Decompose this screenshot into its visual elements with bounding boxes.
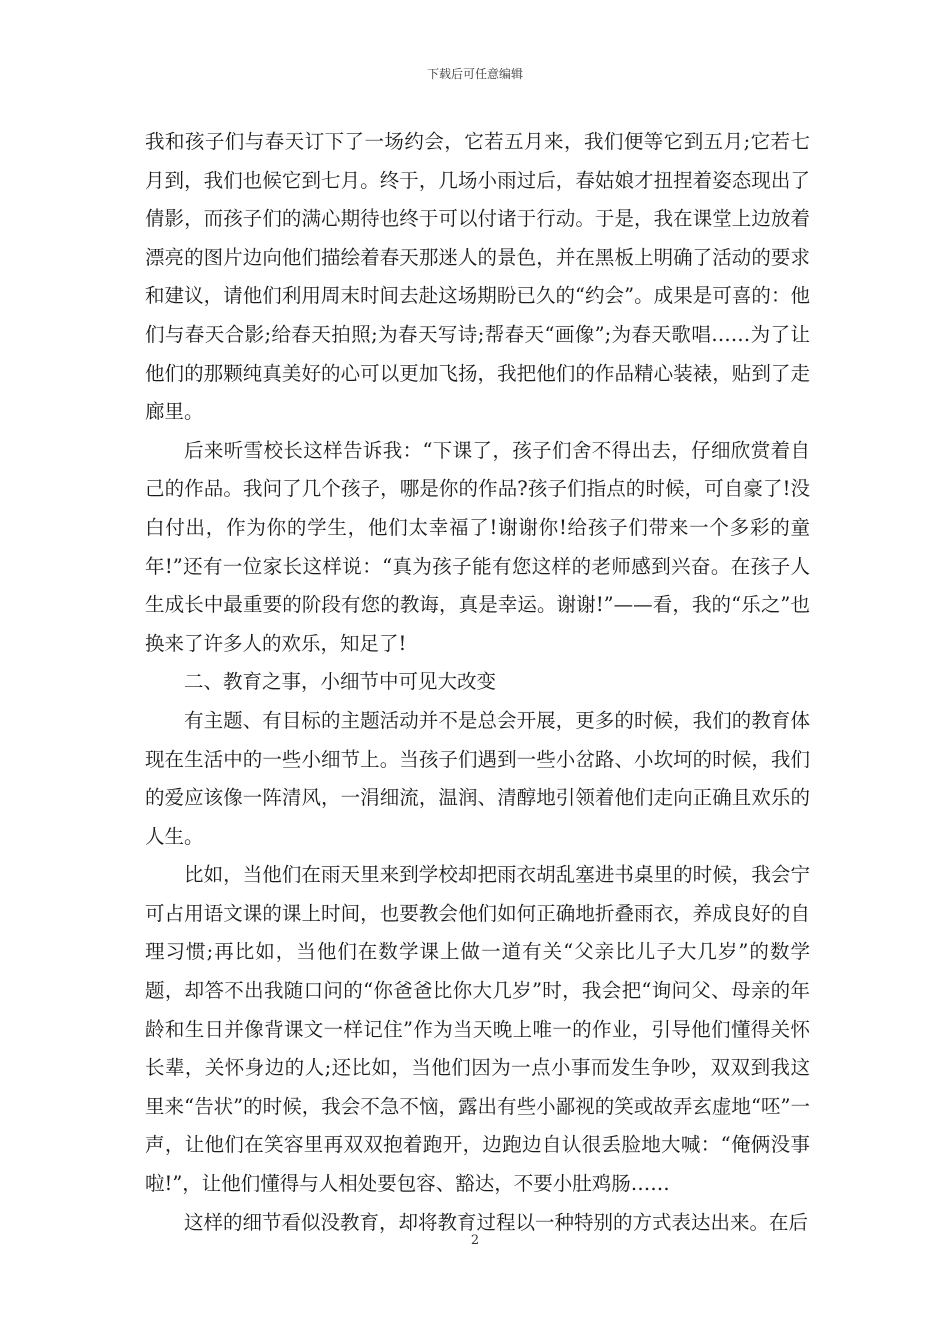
- paragraph-examples: 比如，当他们在雨天里来到学校却把雨衣胡乱塞进书桌里的时候，我会宁可占用语文课的课上时间，也要教会他们如何正确地折叠雨衣，养成良好的自理习惯;再比如，当他们在数学课上做一道有关“父亲比儿子大几岁”的数学题，却答不出我随口问的“你爸爸比你大几岁”时，我会把“询问父、母亲的年龄和生日并像背课文一样记住”作为当天晚上唯一的作业，引导他们懂得关怀长辈，关怀身边的人;还比如，当他们因为一点小事而发生争吵，双双到我这里来“告状”的时候，我会不急不恼，露出有些小鄙视的笑或故弄玄虚地“呸”一声，让他们在笑容里再双双抱着跑开，边跑边自认很丢脸地大喊：“俺俩没事啦!”，让他们懂得与人相处要包容、豁达，不要小肚鸡肠……: [145, 863, 810, 1196]
- paragraph-spring-date: 我和孩子们与春天订下了一场约会，它若五月来，我们便等它到五月;它若七月到，我们也候它到七月。终于，几场小雨过后，春姑娘才扭捏着姿态现出了倩影，而孩子们的满心期待也终于可以付诸于行动。于是，我在课堂上边放着漂亮的图片边向他们描绘着春天那迷人的景色，并在黑板上明确了活动的要求和建议，请他们利用周末时间去赴这场期盼已久的“约会”。成果是可喜的：他们与春天合影;给春天拍照;为春天写诗;帮春天“画像”;为春天歌唱……为了让他们的那颗纯真美好的心可以更加飞扬，我把他们的作品精心装裱，贴到了走廊里。: [145, 130, 810, 424]
- paragraph-principal-feedback: 后来听雪校长这样告诉我：“下课了，孩子们舍不得出去，仔细欣赏着自己的作品。我问了几个孩子，哪是你的作品?孩子们指点的时候，可自豪了!没白付出，作为你的学生，他们太幸福了!谢谢你!给孩子们带来一个多彩的童年!”还有一位家长这样说：“真为孩子能有您这样的老师感到兴奋。在孩子人生成长中最重要的阶段有您的教诲，真是幸运。谢谢!”——看，我的“乐之”也换来了许多人的欢乐，知足了!: [145, 438, 810, 655]
- paragraph-education-in-life: 有主题、有目标的主题活动并不是总会开展，更多的时候，我们的教育体现在生活中的一些小细节上。当孩子们遇到一些小岔路、小坎坷的时候，我们的爱应该像一阵清风，一涓细流，温润、清醇地引领着他们走向正确且欢乐的人生。: [145, 708, 810, 848]
- section-heading-small-details: 二、教育之事，小细节中可见大改变: [184, 670, 497, 694]
- paragraph-conclusion: 这样的细节看似没教育，却将教育过程以一种特别的方式表达出来。在后: [184, 1210, 809, 1234]
- document-body: [145, 123, 810, 1242]
- page-number: 2: [470, 1233, 480, 1248]
- page-header: 下载后可任意编辑: [426, 67, 523, 81]
